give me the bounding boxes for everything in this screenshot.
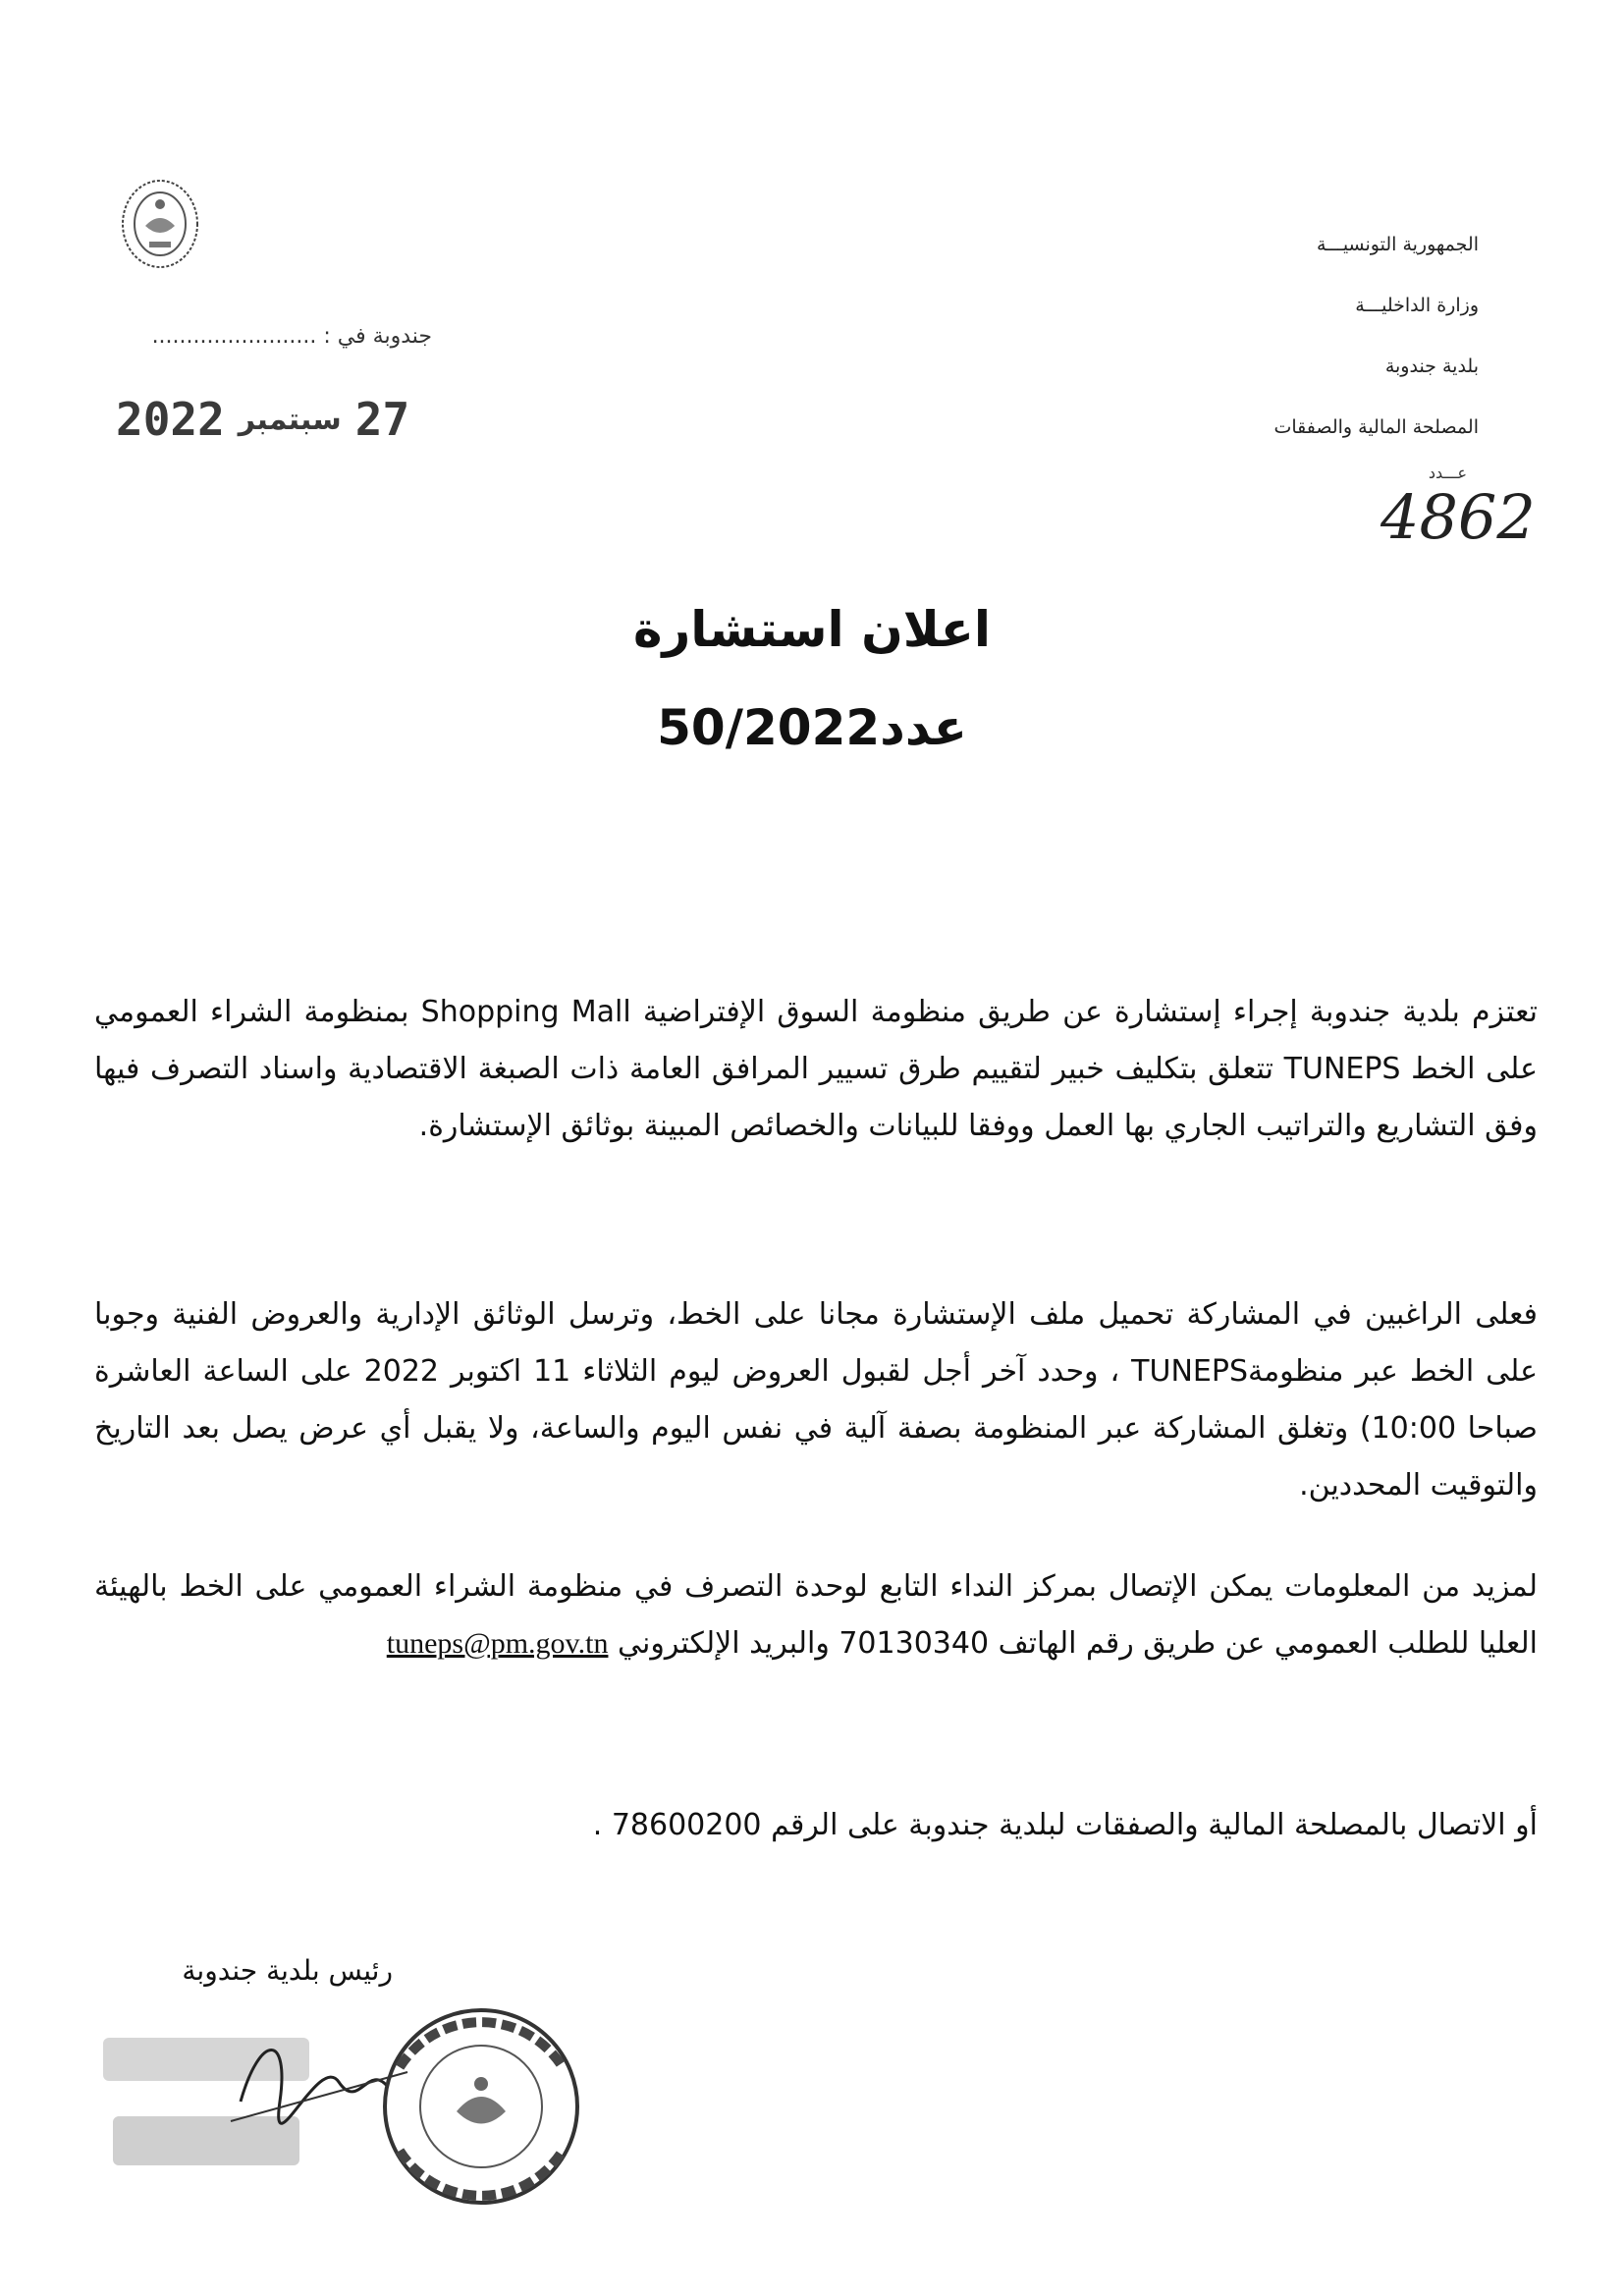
emblem-seal <box>116 175 204 273</box>
stamp-month: سبتمبر <box>238 402 342 437</box>
paragraph-intro: تعتزم بلدية جندوبة إجراء إستشارة عن طريق منظومة السوق الإفتراضية Shopping Mall بمنظومة الشراء العمومي على الخط TUNEPS تتعلق بتكليف خبير لتقييم طرق تسيير المرافق العامة ذات الصبغة الاقتصادية واسناد التصرف فيها وفق التشاريع والتراتيب الجاري بها العمل ووفقا للبيانات والخصائص المبينة بوثائق الإستشارة. <box>94 995 1538 1143</box>
document-number: عدد50/2022 <box>657 699 967 756</box>
contact-text: لمزيد من المعلومات يمكن الإتصال بمركز النداء التابع لوحدة التصرف في منظومة الشراء العمومي على الخط بالهيئة العليا للطلب العمومي عن طريق رقم الهاتف 70130340 والبريد الإلكتروني <box>94 1569 1538 1661</box>
ministry-name: وزارة الداخليـــة <box>1355 295 1479 316</box>
date-label: جندوبة في : <box>323 324 432 349</box>
number-label: عـــدد <box>1428 464 1467 482</box>
country-name: الجمهورية التونسيـــة <box>1316 234 1479 255</box>
document-title: اعلان استشارة <box>632 601 991 658</box>
stamp-year: 2022 <box>116 393 225 446</box>
contact-email: tuneps@pm.gov.tn <box>386 1627 609 1660</box>
paragraph-contact-alt: أو الاتصال بالمصلحة المالية والصفقات لبلدية جندوبة على الرقم 78600200 . <box>592 1808 1538 1842</box>
issuer-header <box>1125 214 1479 458</box>
paragraph-participation: فعلى الراغبين في المشاركة تحميل ملف الإستشارة مجانا على الخط، وترسل الوثائق الإدارية والعروض الفنية وجوبا على الخط عبر منظومةTUNEPS ، وحدد آخر أجل لقبول العروض ليوم الثلاثاء 11 اكتوبر 2022 على الساعة العاشرة صباحا 10:00) وتغلق المشاركة عبر المنظومة بصفة آلية في نفس اليوم والساعة، ولا يقبل أي عرض يصل بعد التاريخ والتوقيت المحددين. <box>94 1297 1539 1503</box>
signature-stamp-area <box>93 1994 643 2249</box>
paragraph-contact <box>94 1558 1538 1672</box>
department-name: المصلحة المالية والصفقات <box>1273 416 1479 438</box>
date-line <box>147 324 432 349</box>
signatory-title: رئيس بلدية جندوبة <box>182 1954 393 1987</box>
reference-number: 4862 <box>1380 481 1536 553</box>
date-dots: ........................ <box>151 324 317 349</box>
date-stamp <box>116 391 410 448</box>
municipality-name: بلدية جندوبة <box>1384 355 1479 377</box>
stamp-day: 27 <box>354 393 410 446</box>
